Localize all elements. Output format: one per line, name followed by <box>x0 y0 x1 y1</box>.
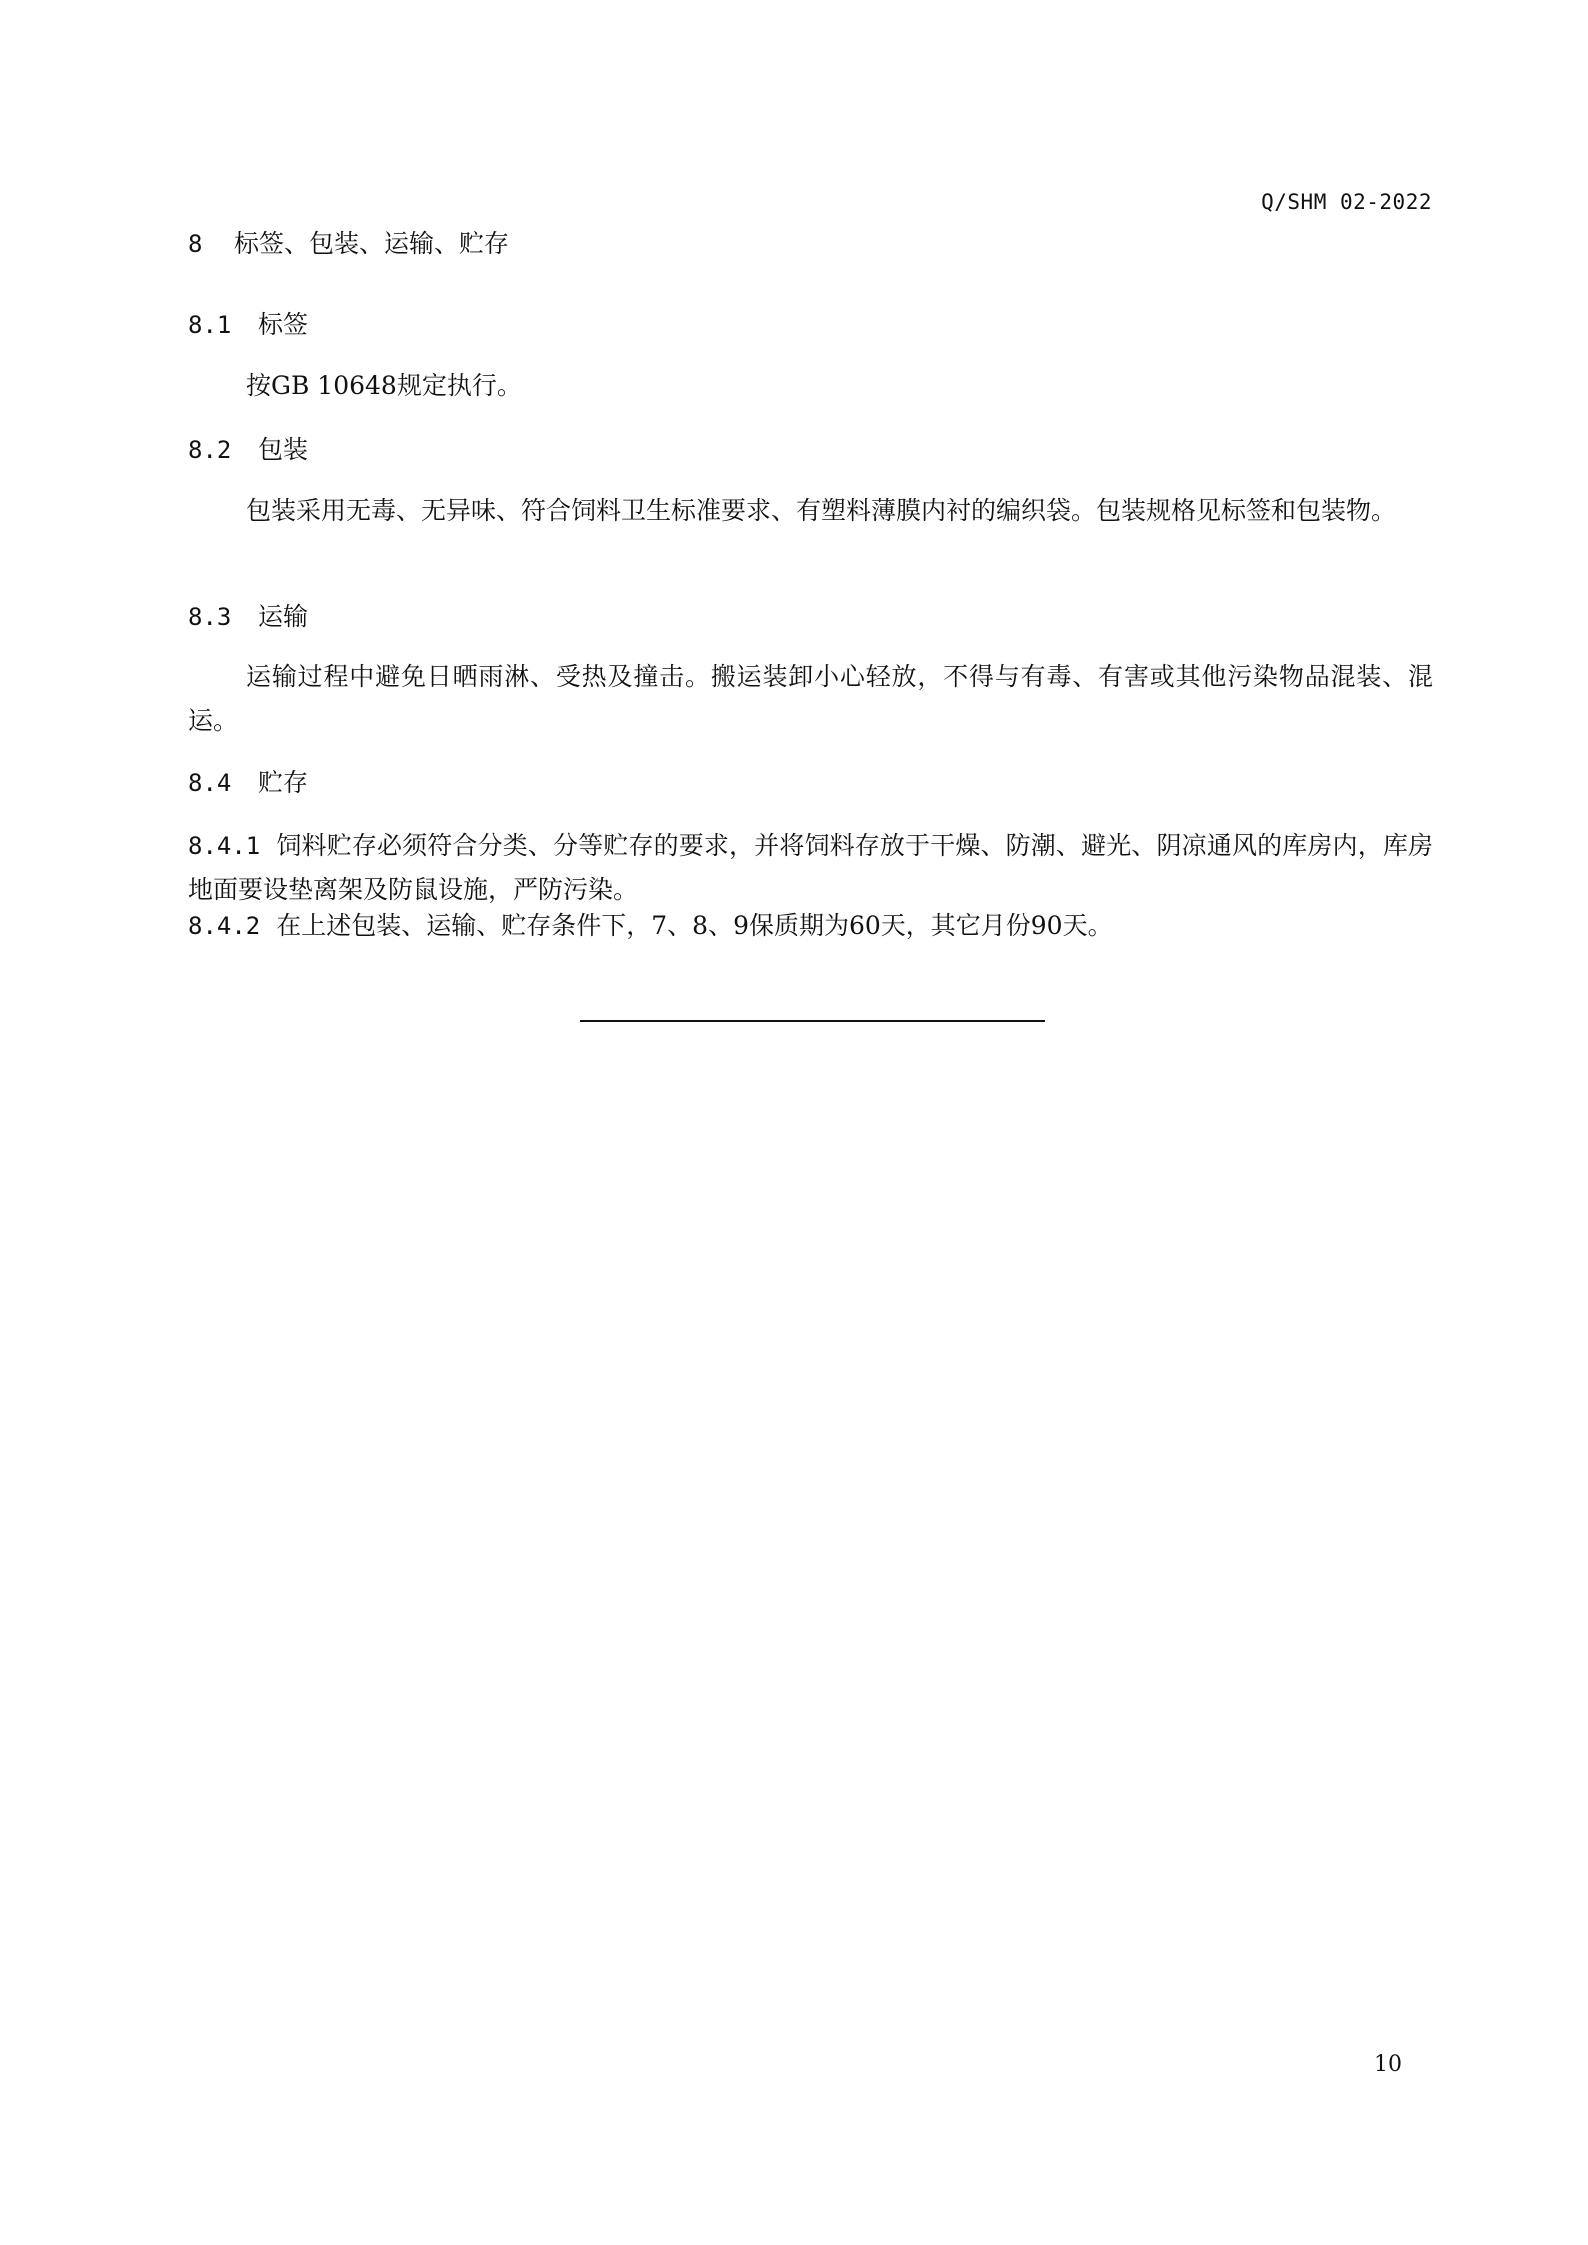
subsection-number: 8.2 <box>188 436 232 464</box>
subsection-number: 8.4 <box>188 769 232 797</box>
subsection-heading-8-3 <box>188 597 308 633</box>
document-code: Q/SHM 02-2022 <box>1261 190 1432 214</box>
clause-8-4-2 <box>188 904 1433 948</box>
section-number: 8 <box>188 230 203 258</box>
subsection-title: 包装 <box>258 435 309 464</box>
paragraph-packaging: 包装采用无毒、无异味、符合饲料卫生标准要求、有塑料薄膜内衬的编织袋。包装规格见标签和包装物。 <box>246 496 1397 525</box>
clause-number: 8.4.2 <box>188 912 261 940</box>
paragraph-transport: 运输过程中避免日晒雨淋、受热及撞击。搬运装卸小心轻放，不得与有毒、有害或其他污染物品混装、混运。 <box>188 662 1433 735</box>
section-heading <box>188 224 509 260</box>
section-title: 标签、包装、运输、贮存 <box>234 229 510 258</box>
subsection-title: 贮存 <box>258 768 309 797</box>
subsection-title: 运输 <box>258 602 309 631</box>
page-number: 10 <box>1374 2052 1402 2077</box>
subsection-heading-8-1 <box>188 305 308 341</box>
clause-text: 在上述包装、运输、贮存条件下，7、8、9保质期为60天，其它月份90天。 <box>276 911 1113 940</box>
clause-8-4-1 <box>188 824 1433 912</box>
subsection-heading-8-4 <box>188 763 308 799</box>
end-of-standard-rule <box>580 1020 1045 1022</box>
subsection-title: 标签 <box>258 310 309 339</box>
subsection-heading-8-2 <box>188 430 308 466</box>
subsection-number: 8.1 <box>188 311 232 339</box>
clause-text: 饲料贮存必须符合分类、分等贮存的要求，并将饲料存放于干燥、防潮、避光、阴凉通风的库房内，库房地面要设垫离架及防鼠设施，严防污染。 <box>188 831 1433 904</box>
subsection-number: 8.3 <box>188 603 232 631</box>
paragraph-labeling: 按GB 10648规定执行。 <box>246 371 522 400</box>
clause-number: 8.4.1 <box>188 832 261 860</box>
